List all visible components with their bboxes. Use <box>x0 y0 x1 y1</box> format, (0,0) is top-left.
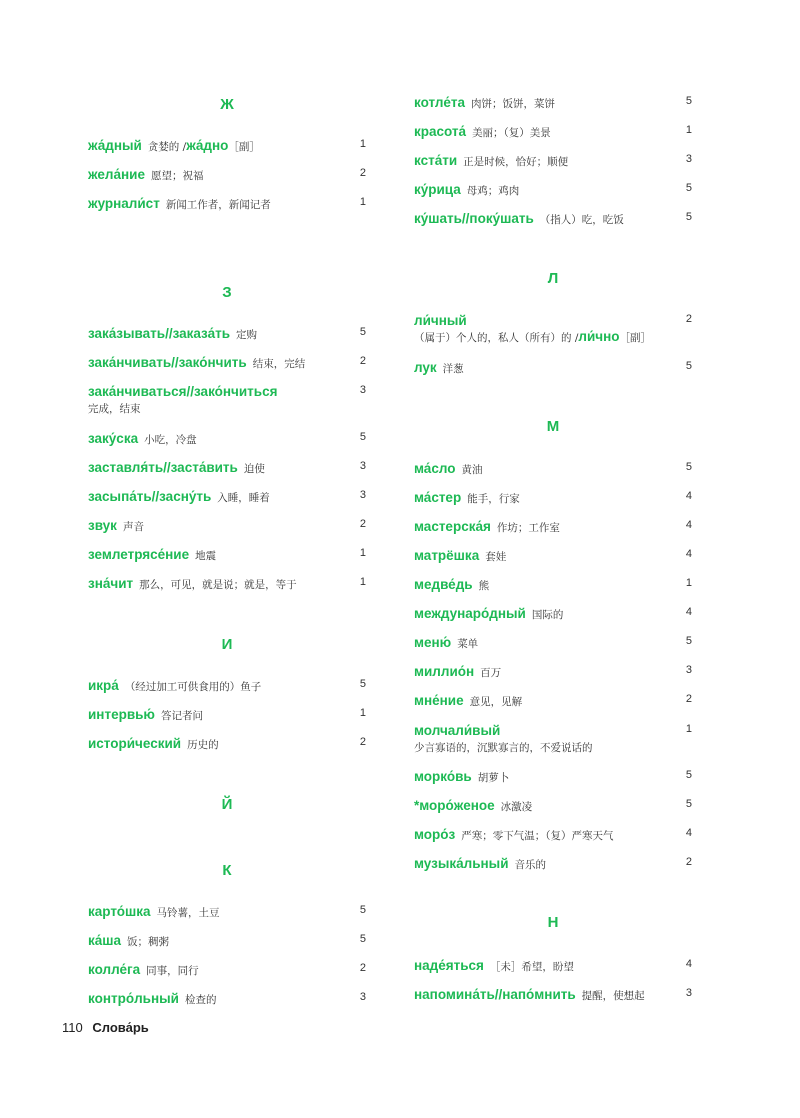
headword: кста́ти <box>414 153 458 168</box>
gloss: 新闻工作者，新闻记者 <box>165 199 271 211</box>
lesson-number: 2 <box>359 736 366 748</box>
headword: миллио́н <box>414 664 475 679</box>
lesson-number: 5 <box>685 211 692 223</box>
gloss: 母鸡；鸡肉 <box>466 185 520 197</box>
dictionary-entry <box>88 678 366 694</box>
lesson-number: 2 <box>359 355 366 367</box>
headword: карто́шка <box>88 904 151 919</box>
gloss: 历史的 <box>187 739 219 751</box>
gloss: 美丽；（复）美景 <box>472 127 551 139</box>
headword: моро́з <box>414 827 456 842</box>
headword: ли́чный <box>414 313 467 328</box>
headword: медве́дь <box>414 577 473 592</box>
dictionary-entry <box>414 124 692 140</box>
headword: контро́льный <box>88 991 179 1006</box>
headword: зака́нчивать//зако́нчить <box>88 355 247 370</box>
gloss: 少言寡语的，沉默寡言的，不爱说话的 <box>414 742 593 754</box>
headword: лук <box>414 360 437 375</box>
gloss: 肉饼；饭饼，菜饼 <box>470 98 555 110</box>
lesson-number: 5 <box>685 360 692 372</box>
lesson-number: 5 <box>685 769 692 781</box>
dictionary-entry <box>88 547 366 563</box>
lesson-number: 1 <box>685 577 692 589</box>
headword: звук <box>88 518 117 533</box>
dictionary-entry <box>88 431 366 447</box>
dictionary-entry <box>88 460 366 476</box>
headword: красота́ <box>414 124 467 139</box>
dictionary-entry <box>414 182 692 198</box>
dictionary-entry <box>88 196 366 212</box>
gloss: 饭；稠粥 <box>127 936 170 948</box>
page-footer <box>62 1020 149 1035</box>
headword: зака́зывать//заказа́ть <box>88 326 231 341</box>
letter-heading: Л <box>547 270 559 287</box>
dictionary-entry <box>414 519 692 535</box>
gloss: 迫使 <box>243 463 265 475</box>
gloss: 熊 <box>478 580 490 592</box>
headword: мастерска́я <box>414 519 491 534</box>
dictionary-entry <box>414 664 692 680</box>
lesson-number: 1 <box>685 124 692 136</box>
headword: напомина́ть//напо́мнить <box>414 987 576 1002</box>
headword: наде́яться <box>414 958 484 973</box>
headword: землетрясе́ние <box>88 547 190 562</box>
lesson-number: 1 <box>359 547 366 559</box>
lesson-number: 4 <box>685 519 692 531</box>
lesson-number: 4 <box>685 958 692 970</box>
gloss: 严寒；零下气温；（复）严寒天气 <box>461 830 614 842</box>
dictionary-entry <box>414 461 692 477</box>
lesson-number: 3 <box>359 991 366 1003</box>
letter-heading: К <box>222 862 232 879</box>
dictionary-entry <box>414 856 692 872</box>
gloss: 国际的 <box>531 609 564 621</box>
headword: зака́нчиваться//зако́нчиться <box>88 384 278 399</box>
headword-variant: ли́чно <box>578 329 620 344</box>
lesson-number: 1 <box>685 723 692 735</box>
headword-variant: жа́дно <box>186 138 229 153</box>
lesson-number: 5 <box>685 798 692 810</box>
dictionary-entry <box>88 138 366 154</box>
gloss: 小吃，冷盘 <box>144 434 197 446</box>
gloss: 黄油 <box>461 464 483 476</box>
lesson-number: 5 <box>359 326 366 338</box>
gloss: 那么，可见，就是说；就是，等于 <box>139 579 297 591</box>
dictionary-entry <box>414 577 692 593</box>
dictionary-entry <box>88 962 366 978</box>
dictionary-entry <box>88 167 366 183</box>
lesson-number: 2 <box>359 518 366 530</box>
gloss: （指人）吃，吃饭 <box>539 214 624 226</box>
gloss: 贪婪的 / <box>147 141 187 153</box>
gloss: 声音 <box>122 521 144 533</box>
dictionary-entry <box>414 827 692 843</box>
gloss: 结束，完结 <box>252 358 306 370</box>
gloss: 愿望；祝福 <box>150 170 204 182</box>
gloss: 音乐的 <box>514 859 546 871</box>
gloss: 胡萝卜 <box>477 772 510 784</box>
dictionary-entry <box>414 548 692 564</box>
dictionary-entry <box>88 355 366 371</box>
dictionary-entry <box>414 360 692 376</box>
dictionary-entry <box>88 991 366 1007</box>
headword: интервью́ <box>88 707 155 722</box>
headword: заставля́ть//заста́вить <box>88 460 238 475</box>
dictionary-entry <box>88 576 366 592</box>
letter-heading: Н <box>547 914 559 931</box>
headword: колле́га <box>88 962 141 977</box>
headword: молчали́вый <box>414 723 501 738</box>
gloss-tail: ［副］ <box>619 332 651 344</box>
dictionary-entry <box>414 635 692 651</box>
gloss: 同事，同行 <box>146 965 199 977</box>
lesson-number: 3 <box>685 664 692 676</box>
lesson-number: 3 <box>359 460 366 472</box>
gloss: 正是时候，恰好；顺便 <box>463 156 569 168</box>
headword: морко́вь <box>414 769 472 784</box>
dictionary-entry <box>414 490 692 506</box>
lesson-number: 5 <box>359 933 366 945</box>
lesson-number: 4 <box>685 548 692 560</box>
headword: журнали́ст <box>88 196 160 211</box>
dictionary-entry <box>88 326 366 342</box>
gloss: 地震 <box>195 550 217 562</box>
headword: икра́ <box>88 678 119 693</box>
letter-heading: Ж <box>220 96 234 113</box>
gloss: 检查的 <box>184 994 217 1006</box>
lesson-number: 5 <box>359 678 366 690</box>
letter-heading: И <box>221 636 233 653</box>
headword: ма́сло <box>414 461 456 476</box>
gloss: （经过加工可供食用的）鱼子 <box>124 681 262 693</box>
lesson-number: 4 <box>685 606 692 618</box>
gloss: 菜单 <box>457 638 479 650</box>
headword: междунаро́дный <box>414 606 526 621</box>
lesson-number: 1 <box>359 707 366 719</box>
lesson-number: 5 <box>359 904 366 916</box>
headword: ма́стер <box>414 490 462 505</box>
lesson-number: 1 <box>359 576 366 588</box>
dictionary-entry <box>88 736 366 752</box>
headword: истори́ческий <box>88 736 182 751</box>
lesson-number: 5 <box>685 635 692 647</box>
section-title: Слова́рь <box>92 1020 149 1035</box>
dictionary-entry <box>414 958 692 974</box>
headword: жела́ние <box>88 167 145 182</box>
lesson-number: 2 <box>359 167 366 179</box>
lesson-number: 2 <box>359 962 366 974</box>
gloss: 能手，行家 <box>467 493 520 505</box>
gloss: 作坊；工作室 <box>496 522 560 534</box>
gloss: 冰激凌 <box>500 801 533 813</box>
gloss: 马铃薯，土豆 <box>156 907 220 919</box>
headword: засыпа́ть//засну́ть <box>88 489 212 504</box>
lesson-number: 3 <box>359 384 366 396</box>
lesson-number: 3 <box>685 987 692 999</box>
letter-heading: М <box>546 418 560 435</box>
lesson-number: 3 <box>685 153 692 165</box>
lesson-number: 1 <box>359 196 366 208</box>
dictionary-entry <box>414 153 692 169</box>
lesson-number: 2 <box>685 856 692 868</box>
headword: зна́чит <box>88 576 134 591</box>
dictionary-entry <box>414 987 692 1003</box>
gloss: 定购 <box>236 329 258 341</box>
gloss: 百万 <box>480 667 502 679</box>
dictionary-entry <box>88 933 366 949</box>
headword: *моро́женое <box>414 798 495 813</box>
headword: котле́та <box>414 95 465 110</box>
lesson-number: 5 <box>359 431 366 443</box>
gloss: 入睡，睡着 <box>217 492 270 504</box>
gloss: ［未］希望，盼望 <box>489 961 574 973</box>
dictionary-entry <box>414 769 692 785</box>
headword: ка́ша <box>88 933 122 948</box>
headword: меню́ <box>414 635 452 650</box>
gloss: 答记者问 <box>160 710 203 722</box>
letter-heading: Й <box>221 796 233 813</box>
headword: мне́ние <box>414 693 464 708</box>
dictionary-entry <box>414 211 692 227</box>
headword: ку́рица <box>414 182 461 197</box>
lesson-number: 1 <box>359 138 366 150</box>
gloss: 完成，结束 <box>88 403 141 415</box>
headword: музыка́льный <box>414 856 509 871</box>
lesson-number: 4 <box>685 827 692 839</box>
dictionary-entry <box>88 904 366 920</box>
headword: ку́шать//поку́шать <box>414 211 534 226</box>
gloss: 意见，见解 <box>469 696 523 708</box>
lesson-number: 3 <box>359 489 366 501</box>
dictionary-entry <box>88 518 366 534</box>
dictionary-entry <box>414 798 692 814</box>
lesson-number: 2 <box>685 693 692 705</box>
dictionary-entry <box>414 723 692 755</box>
lesson-number: 5 <box>685 461 692 473</box>
headword: жа́дный <box>88 138 142 153</box>
dictionary-entry <box>414 606 692 622</box>
lesson-number: 5 <box>685 95 692 107</box>
lesson-number: 5 <box>685 182 692 194</box>
dictionary-entry <box>88 489 366 505</box>
dictionary-entry <box>88 384 366 416</box>
page-number: 110 <box>62 1020 83 1035</box>
dictionary-entry <box>414 693 692 709</box>
lesson-number: 4 <box>685 490 692 502</box>
headword: заку́ска <box>88 431 139 446</box>
dictionary-entry <box>414 95 692 111</box>
lesson-number: 2 <box>685 313 692 325</box>
gloss: （属于）个人的，私人（所有）的 / <box>414 332 579 344</box>
headword: матрёшка <box>414 548 480 563</box>
dictionary-entry <box>414 313 692 345</box>
gloss-tail: ［副］ <box>228 141 260 153</box>
gloss: 套娃 <box>485 551 507 563</box>
dictionary-entry <box>88 707 366 723</box>
gloss: 洋葱 <box>442 363 464 375</box>
letter-heading: З <box>222 284 232 301</box>
gloss: 提醒，使想起 <box>581 990 645 1002</box>
